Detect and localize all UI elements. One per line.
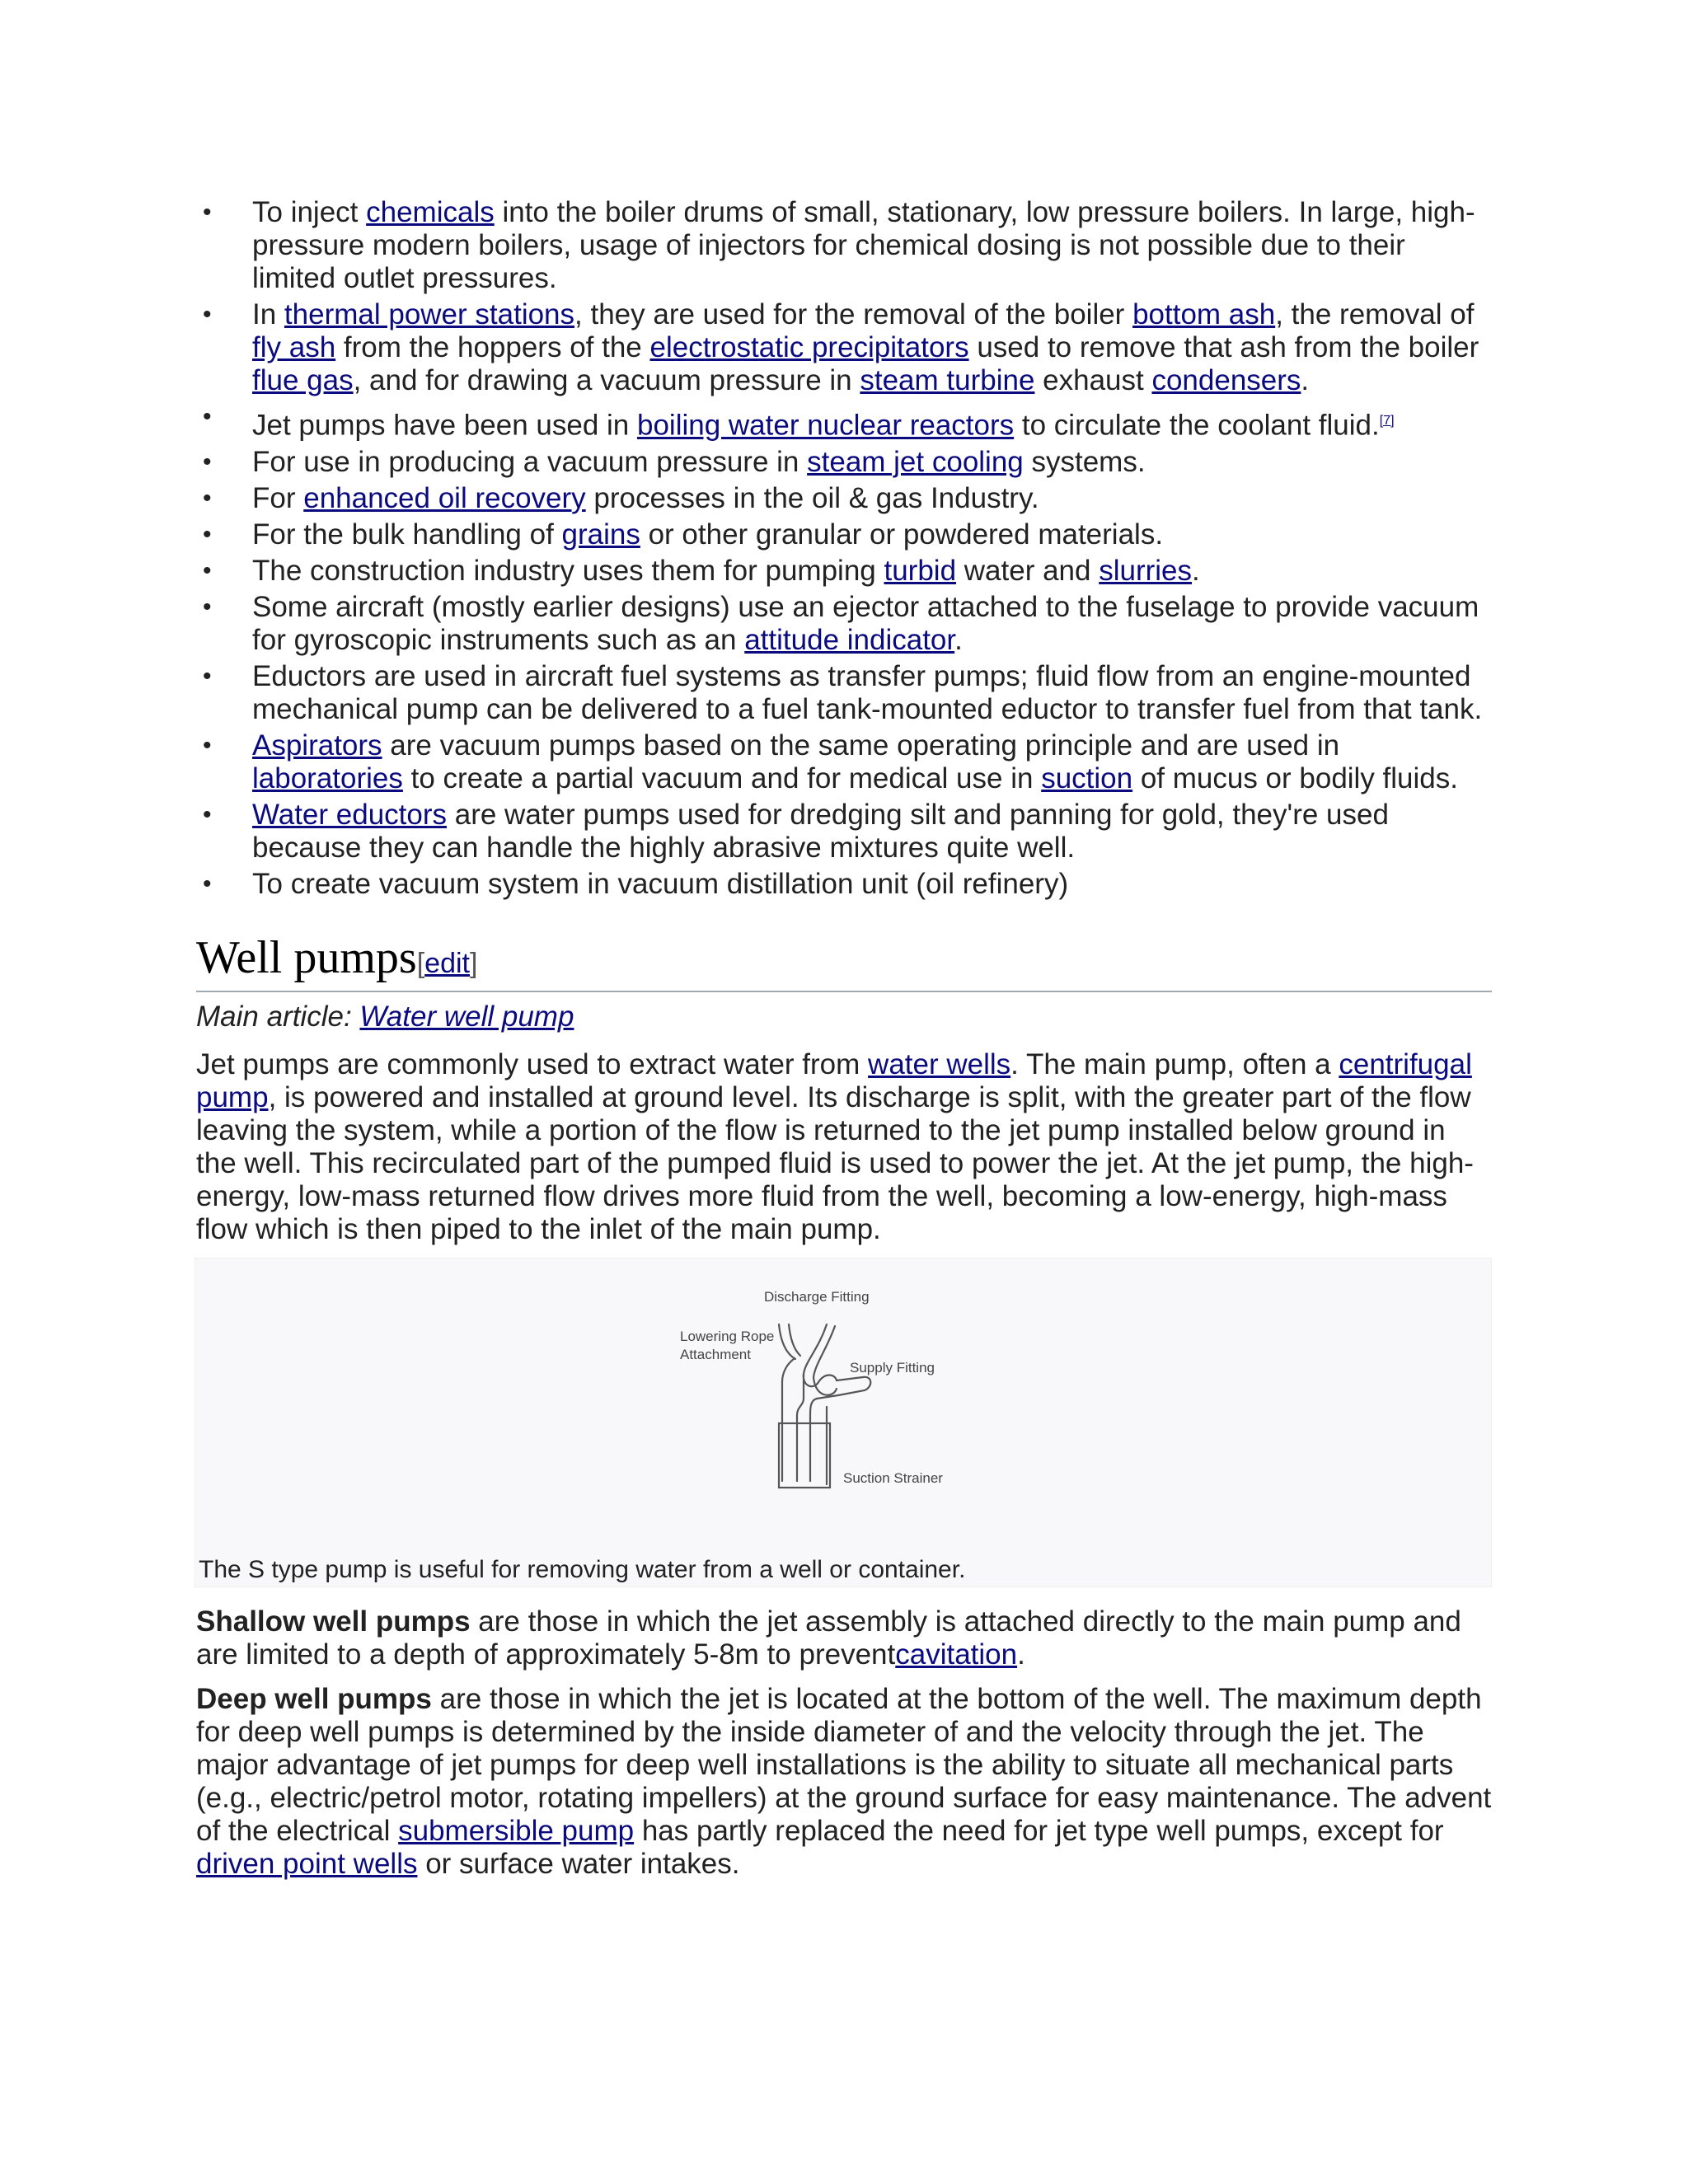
text-run: For the bulk handling of: [252, 518, 562, 551]
text-run: , the removal of: [1275, 298, 1475, 330]
list-item: [196, 591, 1492, 657]
link-thermal-power-stations[interactable]: thermal power stations: [284, 298, 575, 330]
link-laboratories[interactable]: laboratories: [252, 762, 403, 794]
text-run: , is powered and installed at ground level. Its discharge is split, with the greater part of the flow leaving the system, while a portion of the flow is returned to the jet pump installed below ground in the well. This recirculated part of the pumped fluid is used to power the jet. At the jet pump, the high-energy, low-mass returned flow drives more fluid from the well, becoming a low-energy, high-mass flow which is then piped to the inlet of the main pump.: [196, 1080, 1474, 1245]
text-run: , and for drawing a vacuum pressure in: [353, 364, 860, 396]
bullet-icon: •: [203, 593, 212, 621]
rope-loop-left-inner: [789, 1324, 800, 1356]
text-run: .: [1017, 1638, 1025, 1671]
section-body-after-figure: [196, 1605, 1492, 1881]
figure-s-type-pump: [195, 1258, 1492, 1587]
hatnote: [196, 1001, 1492, 1033]
link-centrifugal-pump[interactable]: centrifugal pump: [196, 1047, 1472, 1113]
text-run: Jet pumps have been used in: [252, 409, 637, 442]
text-run: Eductors are used in aircraft fuel systems as transfer pumps; fluid flow from an engine-mounted mechanical pump can be delivered to a fuel tank-mounted eductor to transfer fuel from that tank.: [252, 659, 1483, 725]
text-run: In: [252, 298, 284, 330]
link-steam-turbine[interactable]: steam turbine: [860, 364, 1035, 396]
list-item: [196, 401, 1492, 443]
text-run: or surface water intakes.: [417, 1847, 740, 1880]
link-slurries[interactable]: slurries: [1099, 554, 1192, 587]
figure-caption: The S type pump is useful for removing water from a well or container.: [199, 1555, 966, 1583]
bullet-icon: •: [203, 301, 212, 328]
bullet-icon: •: [203, 403, 212, 430]
paragraph: [196, 1605, 1492, 1671]
list-item: [196, 298, 1492, 397]
text-run: from the hoppers of the: [335, 331, 650, 363]
discharge-pipe-outer: [804, 1324, 827, 1374]
hatnote-prefix: Main article:: [196, 1000, 360, 1033]
label-suction-strainer: Suction Strainer: [843, 1469, 943, 1486]
term-shallow-well-pumps: Shallow well pumps: [196, 1605, 471, 1638]
link-flue-gas[interactable]: flue gas: [252, 364, 354, 396]
text-run: of mucus or bodily fluids.: [1132, 762, 1458, 794]
paragraph: [196, 1683, 1492, 1881]
link-aspirators[interactable]: Aspirators: [252, 729, 382, 762]
link-steam-jet-cooling[interactable]: steam jet cooling: [807, 445, 1024, 478]
section-title: Well pumps: [196, 931, 417, 983]
citation: [1380, 404, 1395, 430]
link-cavitation[interactable]: cavitation: [895, 1638, 1018, 1671]
text-run: are those in which the jet assembly is attached directly to the main pump and are limited to a depth of approximately 5-8m to prevent: [196, 1605, 1461, 1671]
discharge-pipe-inner: [814, 1326, 835, 1377]
list-item: [196, 660, 1492, 726]
list-item: [196, 446, 1492, 479]
bullet-icon: •: [203, 484, 212, 512]
text-run: .: [1301, 364, 1310, 396]
link-electrostatic-precipitators[interactable]: electrostatic precipitators: [649, 331, 969, 363]
list-item: [196, 196, 1492, 295]
bullet-icon: •: [203, 662, 212, 690]
list-item: [196, 868, 1492, 901]
link-fly-ash[interactable]: fly ash: [252, 331, 336, 363]
text-run: Jet pumps are commonly used to extract water from: [196, 1047, 869, 1080]
list-item: [196, 555, 1492, 588]
link-boiling-water-nuclear-reactors[interactable]: boiling water nuclear reactors: [636, 409, 1015, 442]
list-item: [196, 729, 1492, 795]
text-run: are water pumps used for dredging silt and panning for gold, they're used because they can handle the highly abrasive mixtures quite well.: [252, 798, 1389, 864]
uses-list: [196, 196, 1492, 901]
suction-strainer: [779, 1423, 830, 1488]
bullet-icon: •: [203, 556, 212, 584]
label-lowering-rope-2: Attachment: [680, 1346, 751, 1362]
text-run: For: [252, 481, 304, 514]
text-run: processes in the oil & gas Industry.: [585, 481, 1039, 514]
link-water-eductors[interactable]: Water eductors: [252, 798, 448, 831]
text-run: are vacuum pumps based on the same operating principle and are used in: [382, 729, 1340, 762]
text-run: To inject: [252, 196, 367, 228]
text-run: water and: [956, 554, 1100, 587]
text-run: are those in which the jet is located at the bottom of the well. The maximum depth for deep well pumps is determined by the inside diameter of and the velocity through the jet. The major advantage of jet pumps for deep well installations is the ability to situate all mechanical parts (e.g., electric/petrol motor, rotating impellers) at the ground surface for easy maintenance. The advent of the electrical: [196, 1682, 1492, 1847]
link-condensers[interactable]: condensers: [1151, 364, 1301, 396]
text-run: has partly replaced the need for jet type well pumps, except for: [634, 1814, 1444, 1847]
text-run: The construction industry uses them for pumping: [252, 554, 884, 587]
s-bend: [804, 1374, 837, 1386]
text-run: . The main pump, often a: [1010, 1047, 1339, 1080]
link-suction[interactable]: suction: [1041, 762, 1133, 794]
text-run: to circulate the coolant fluid.: [1014, 409, 1380, 442]
text-run: used to remove that ash from the boiler: [968, 331, 1479, 363]
s-bend-inner: [814, 1377, 837, 1395]
term-deep-well-pumps: Deep well pumps: [196, 1682, 432, 1715]
link-driven-point-wells[interactable]: driven point wells: [196, 1847, 418, 1880]
list-item: [196, 799, 1492, 865]
link-grains[interactable]: grains: [561, 518, 640, 551]
text-run: or other granular or powdered materials.: [640, 518, 1164, 551]
link-turbid[interactable]: turbid: [884, 554, 957, 587]
section-body: [196, 1048, 1492, 1246]
citation-link[interactable]: [7]: [1379, 414, 1395, 428]
link-water-wells[interactable]: water wells: [868, 1047, 1011, 1080]
text-run: exhaust: [1034, 364, 1152, 396]
edit-bracket-open: [: [416, 947, 425, 979]
article-page: [196, 196, 1492, 1892]
main-article-link[interactable]: Water well pump: [359, 1000, 574, 1033]
link-chemicals[interactable]: chemicals: [366, 196, 495, 228]
bullet-icon: •: [203, 448, 212, 476]
edit-bracket-close: ]: [469, 947, 478, 979]
bullet-icon: •: [203, 800, 212, 828]
link-bottom-ash[interactable]: bottom ash: [1132, 298, 1276, 330]
body-left-inner: [797, 1374, 804, 1481]
text-run: Some aircraft (mostly earlier designs) use an ejector attached to the fuselage to provide vacuum for gyroscopic instruments such as an: [252, 590, 1479, 656]
text-run: To create vacuum system in vacuum distillation unit (oil refinery): [252, 867, 1069, 900]
label-discharge-fitting: Discharge Fitting: [764, 1288, 870, 1305]
edit-section-link[interactable]: edit: [424, 947, 470, 979]
label-supply-fitting: Supply Fitting: [850, 1359, 935, 1376]
supply-fitting-pipe: [837, 1376, 870, 1394]
list-item: [196, 518, 1492, 551]
paragraph: [196, 1048, 1492, 1246]
body-left: [782, 1359, 794, 1481]
text-run: into the boiler drums of small, stationary, low pressure boilers. In large, high-pressure modern boilers, usage of injectors for chemical dosing is not possible due to their limited outlet pressures.: [252, 196, 1475, 294]
body-right-inner: [810, 1395, 838, 1481]
text-run: .: [1192, 554, 1200, 587]
section-heading-well-pumps: [196, 932, 1492, 992]
text-run: , they are used for the removal of the boiler: [574, 298, 1133, 330]
s-type-pump-diagram: [640, 1267, 1069, 1530]
text-run: to create a partial vacuum and for medical use in: [402, 762, 1042, 794]
bullet-icon: •: [203, 199, 212, 226]
list-item: [196, 482, 1492, 515]
link-submersible-pump[interactable]: submersible pump: [398, 1814, 635, 1847]
label-lowering-rope-1: Lowering Rope: [680, 1328, 775, 1344]
link-attitude-indicator[interactable]: attitude indicator: [744, 623, 955, 656]
text-run: systems.: [1023, 445, 1146, 478]
bullet-icon: •: [203, 520, 212, 548]
bullet-icon: •: [203, 869, 212, 898]
link-enhanced-oil-recovery[interactable]: enhanced oil recovery: [303, 481, 586, 514]
text-run: .: [954, 623, 963, 656]
text-run: For use in producing a vacuum pressure in: [252, 445, 808, 478]
bullet-icon: •: [203, 731, 212, 759]
